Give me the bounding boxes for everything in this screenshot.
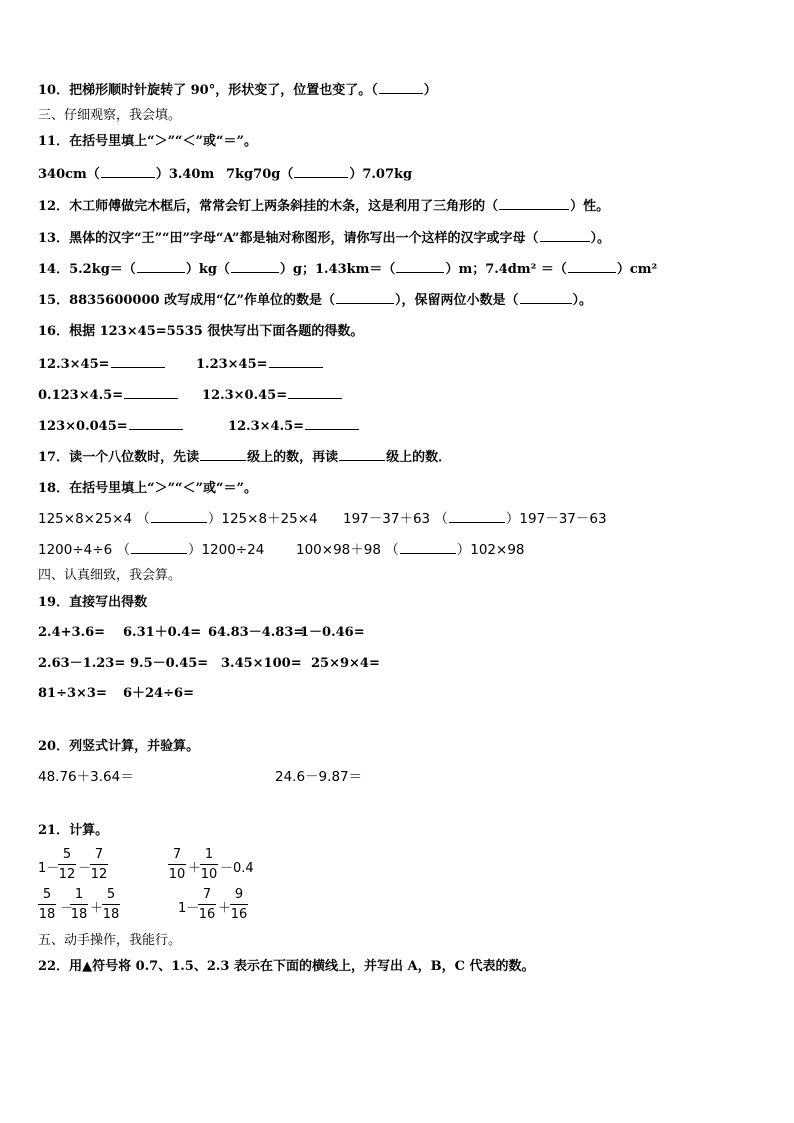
fraction-expression-2: 7 10 ＋ 1 10 －0.4 xyxy=(168,847,254,882)
fraction-expression-3: 5 18 － 1 18 ＋ 5 18 xyxy=(38,887,120,922)
answer-blank[interactable] xyxy=(305,418,359,430)
answer-blank[interactable] xyxy=(124,387,178,399)
question-15: 15．8835600000 改写成用“亿”作单位的数是（ ），保留两位小数是（ ）。 xyxy=(38,293,593,308)
answer-blank[interactable] xyxy=(151,511,207,523)
answer-blank[interactable] xyxy=(294,166,348,178)
answer-blank[interactable] xyxy=(231,261,279,273)
answer-blank[interactable] xyxy=(137,261,185,273)
vertical-calc-2: 24.6－9.87＝ xyxy=(275,769,363,785)
question-19-title: 19．直接写出得数 xyxy=(38,595,148,610)
section-4-heading: 四、认真细致，我会算。 xyxy=(38,568,182,583)
answer-blank[interactable] xyxy=(288,387,342,399)
answer-blank[interactable] xyxy=(568,261,616,273)
answer-blank[interactable] xyxy=(449,511,505,523)
question-20-title: 20．列竖式计算，并验算。 xyxy=(38,739,200,754)
answer-blank[interactable] xyxy=(101,166,155,178)
answer-blank[interactable] xyxy=(400,542,456,554)
question-14: 14．5.2kg＝（ ）kg（ ）g；1.43km＝（ ）m；7.4dm² ＝（ ）cm² xyxy=(38,262,658,277)
answer-blank[interactable] xyxy=(336,292,394,304)
answer-blank[interactable] xyxy=(499,198,569,210)
section-5-heading: 五、动手操作，我能行。 xyxy=(38,933,182,948)
question-11-title: 11．在括号里填上“＞”“＜”或“＝”。 xyxy=(38,134,257,149)
answer-blank[interactable] xyxy=(269,356,323,368)
vertical-calc-1: 48.76＋3.64＝ xyxy=(38,769,134,785)
question-17: 17．读一个八位数时，先读 级上的数，再读 级上的数． xyxy=(38,450,452,465)
answer-blank[interactable] xyxy=(111,356,165,368)
question-13: 13．黑体的汉字“王”“田”字母“A”都是轴对称图形，请你写出一个这样的汉字或字母（ ）。 xyxy=(38,231,611,246)
answer-blank[interactable] xyxy=(339,449,385,461)
question-22: 22．用▲符号将 0.7、1.5、2.3 表示在下面的横线上，并写出 A，B，C 代表的数。 xyxy=(38,959,535,974)
question-10: 10．把梯形顺时针旋转了 90°，形状变了，位置也变了。（ ） xyxy=(38,83,437,98)
answer-blank[interactable] xyxy=(200,449,246,461)
answer-blank[interactable] xyxy=(131,542,187,554)
answer-blank[interactable] xyxy=(129,418,183,430)
section-3-heading: 三、仔细观察，我会填。 xyxy=(38,108,182,123)
question-18-title: 18．在括号里填上“＞”“＜”或“＝”。 xyxy=(38,481,257,496)
fraction-expression-1: 1－ 5 12 － 7 12 xyxy=(38,847,108,882)
answer-blank[interactable] xyxy=(396,261,444,273)
fraction-expression-4: 1－ 7 16 ＋ 9 16 xyxy=(178,887,248,922)
question-16-title: 16．根据 123×45=5535 很快写出下面各题的得数。 xyxy=(38,324,364,339)
answer-blank[interactable] xyxy=(520,292,572,304)
answer-blank[interactable] xyxy=(540,230,590,242)
question-12: 12．木工师傅做完木框后，常常会钉上两条斜挂的木条，这是利用了三角形的（ ）性。 xyxy=(38,199,610,214)
question-21-title: 21．计算。 xyxy=(38,823,109,838)
answer-blank[interactable] xyxy=(379,82,423,94)
